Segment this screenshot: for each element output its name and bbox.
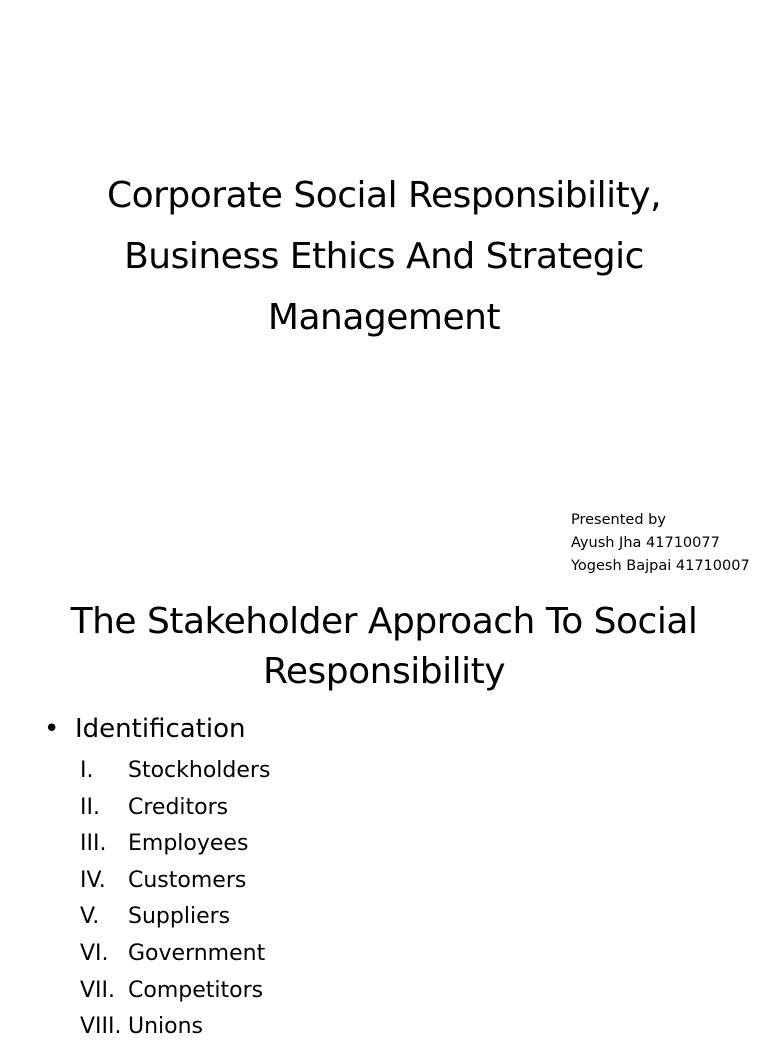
bullet-text: Identification — [75, 714, 246, 744]
list-item — [80, 826, 270, 863]
presenter-line: Yogesh Bajpai 41710007 — [571, 558, 750, 574]
list-item — [80, 790, 270, 827]
presenter-block — [571, 509, 750, 578]
title-line: Corporate Social Responsibility, — [106, 175, 662, 216]
stakeholder-list — [80, 753, 270, 1046]
list-item — [80, 973, 270, 1010]
list-label: Government — [128, 940, 266, 966]
list-item — [80, 1009, 270, 1046]
list-number: VII. — [80, 977, 116, 1003]
bullet-dot-icon: • — [44, 714, 60, 744]
list-label: Suppliers — [128, 904, 231, 930]
bullet-item — [44, 708, 245, 750]
list-item — [80, 936, 270, 973]
slide-title-heading — [0, 165, 768, 348]
list-item — [80, 753, 270, 790]
list-label: Stockholders — [128, 758, 271, 783]
list-label: Unions — [128, 1014, 204, 1040]
list-number: VI. — [80, 940, 109, 966]
title-line: Management — [267, 297, 501, 338]
list-number: II. — [80, 794, 100, 820]
list-number: IV. — [80, 867, 106, 893]
list-label: Employees — [128, 831, 249, 857]
presenter-line: Ayush Jha 41710077 — [571, 535, 720, 551]
list-item — [80, 863, 270, 900]
title-line: Business Ethics And Strategic — [124, 236, 644, 277]
list-label: Customers — [128, 867, 247, 893]
title-line: The Stakeholder Approach To Social — [70, 601, 698, 642]
list-number: VIII. — [80, 1014, 122, 1040]
list-label: Creditors — [128, 794, 229, 820]
list-item — [80, 899, 270, 936]
title-line: Responsibility — [262, 651, 506, 692]
slide-stakeholder — [0, 585, 768, 1040]
list-number: V. — [80, 904, 100, 930]
presenter-line: Presented by — [571, 512, 666, 528]
list-number: I. — [80, 758, 94, 783]
slide-heading — [0, 597, 768, 697]
list-label: Competitors — [128, 977, 264, 1003]
list-number: III. — [80, 831, 107, 857]
